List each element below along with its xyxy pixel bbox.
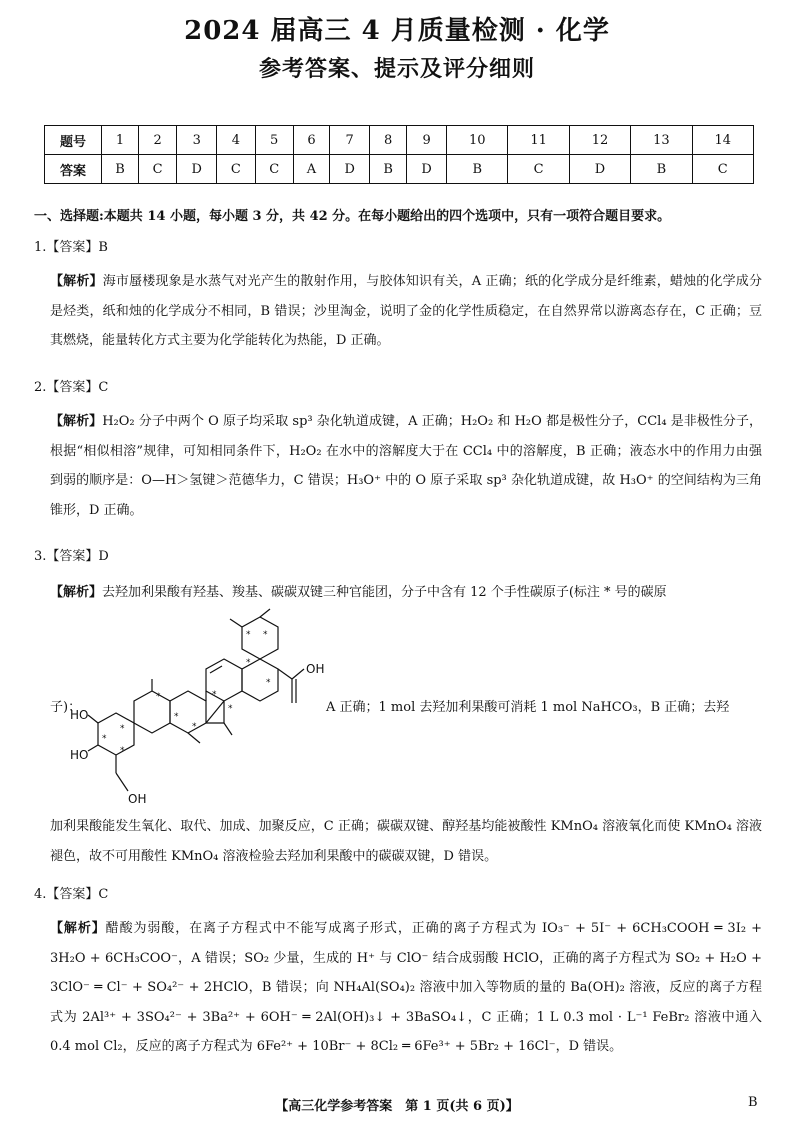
question-number: 12 <box>569 126 630 155</box>
question-number: 2 <box>138 126 176 155</box>
question-number: 4 <box>217 126 255 155</box>
question-number: 5 <box>255 126 293 155</box>
question-number: 1 <box>102 126 139 155</box>
q1-answer-head: 1.【答案】B <box>34 240 108 255</box>
question-number: 9 <box>407 126 447 155</box>
answer-cell: B <box>631 155 692 184</box>
q3-explanation-label: 【解析】 <box>50 585 103 600</box>
question-number: 13 <box>631 126 692 155</box>
answer-cell: D <box>177 155 217 184</box>
q3-explanation-text-a: 去羟加利果酸有羟基、羧基、碳碳双键三种官能团，分子中含有 12 个手性碳原子(标注 * 号的碳原 <box>102 585 667 600</box>
q3-explanation-line1 <box>50 578 762 608</box>
q2-explanation-text: H₂O₂ 分子中两个 O 原子均采取 sp³ 杂化轨道成键，A 正确；H₂O₂ 和 H₂O 都是极性分子，CCl₄ 是非极性分子，根据“相似相溶”规律，可知相同条件下，H₂O₂ 在水中的溶解度大于在 CCl₄ 中的溶解度，B 正确；液态水中的作用力由强到弱的顺序是：O—H＞氢键＞范德华力，C 错误；H₃O⁺ 中的 O 原子采取 sp³ 杂化轨道成键，故 H₃O⁺ 的空间结构为三角锥形，D 正确。 <box>50 414 762 518</box>
answer-table-answer-row <box>45 155 754 184</box>
answer-cell: B <box>447 155 508 184</box>
answer-table-number-row <box>45 126 754 155</box>
question-number: 14 <box>692 126 753 155</box>
answer-cell: C <box>138 155 176 184</box>
q4-explanation-text: 醋酸为弱酸，在离子方程式中不能写成离子形式，正确的离子方程式为 IO₃⁻ + 5I⁻ + 6CH₃COOH ═ 3I₂ + 3H₂O + 6CH₃COO⁻，A 错误；SO₂ 少量，生成的 H⁺ 与 ClO⁻ 结合成弱酸 HClO，正确的离子方程式为 SO₂ + H₂O + 3ClO⁻ ═ Cl⁻ + SO₄²⁻ + 2HClO，B 错误；向 NH₄Al(SO₄)₂ 溶液中加入等物质的量的 Ba(OH)₂ 溶液，反应的离子方程式为 2Al³⁺ + 3SO₄²⁻ + 3Ba²⁺ + 6OH⁻ ═ 2Al(OH)₃↓ + 3BaSO₄↓，C 正确；1 L 0.3 mol · L⁻¹ FeBr₂ 溶液中通入 0.4 mol Cl₂，反应的离子方程式为 6Fe²⁺ + 10Br⁻ + 8Cl₂ ═ 6Fe³⁺ + 5Br₂ + 16Cl⁻，D 错误。 <box>50 921 762 1054</box>
chiral-star: * <box>263 630 268 640</box>
answer-cell: C <box>255 155 293 184</box>
q1-explanation <box>50 267 762 356</box>
q3-answer-head: 3.【答案】D <box>34 549 109 564</box>
page-subtitle: 参考答案、提示及评分细则 <box>258 56 535 82</box>
page-footer: 【高三化学参考答案 第 1 页(共 6 页)】 <box>275 1099 519 1114</box>
q2-explanation-label: 【解析】 <box>50 414 103 429</box>
chiral-star: * <box>212 690 217 700</box>
chiral-star: * <box>246 658 251 668</box>
q4-answer-head: 4.【答案】C <box>34 887 109 902</box>
section-heading: 一、选择题:本题共 14 小题，每小题 3 分，共 42 分。在每小题给出的四个选项中，只有一项符合题目要求。 <box>34 209 671 224</box>
question-number: 10 <box>447 126 508 155</box>
chiral-star: * <box>174 712 179 722</box>
q1-explanation-text: 海市蜃楼现象是水蒸气对光产生的散射作用，与胶体知识有关，A 正确；纸的化学成分是纤维素，蜡烛的化学成分是烃类，纸和烛的化学成分不相同，B 错误；沙里淘金，说明了金的化学性质稳定，在自然界常以游离态存在，C 正确；豆萁燃烧，能量转化方式主要为化学能转化为热能，D 正确。 <box>50 274 762 348</box>
mol-label-ch2oh: OH <box>128 792 147 806</box>
answer-cell: C <box>217 155 255 184</box>
mol-label-ho-1: HO <box>70 708 89 722</box>
q2-answer-head: 2.【答案】C <box>34 380 109 395</box>
page-title: 2024 届高三 4 月质量检测 · 化学 <box>184 16 610 46</box>
q1-explanation-label: 【解析】 <box>50 274 103 289</box>
row-label-answer: 答案 <box>45 155 102 184</box>
q3-explanation-text-c: A 正确；1 mol 去羟加利果酸可消耗 1 mol NaHCO₃，B 正确；去羟 <box>326 700 730 715</box>
question-number: 8 <box>370 126 407 155</box>
chiral-star: * <box>102 734 107 744</box>
chiral-star: * <box>266 678 271 688</box>
question-number: 6 <box>293 126 329 155</box>
chiral-star: * <box>192 722 197 732</box>
chiral-star: * <box>228 704 233 714</box>
answer-cell: D <box>407 155 447 184</box>
question-number: 3 <box>177 126 217 155</box>
paper-version: B <box>748 1095 758 1110</box>
q2-explanation <box>50 407 762 525</box>
answer-cell: D <box>330 155 370 184</box>
chiral-star: * <box>156 692 161 702</box>
answer-cell: A <box>293 155 329 184</box>
mol-label-cooh-oh: OH <box>306 662 325 676</box>
question-number: 11 <box>508 126 569 155</box>
answer-cell: B <box>102 155 139 184</box>
q3-explanation-text-b: 子)： <box>50 700 82 715</box>
q4-explanation <box>50 914 762 1062</box>
row-label-number: 题号 <box>45 126 102 155</box>
mol-label-ho-2: HO <box>70 748 89 762</box>
q4-explanation-label: 【解析】 <box>50 921 106 936</box>
q3-explanation-text-d: 加利果酸能发生氧化、取代、加成、加聚反应，C 正确；碳碳双键、醇羟基均能被酸性 KMnO₄ 溶液氧化而使 KMnO₄ 溶液褪色，故不可用酸性 KMnO₄ 溶液检验去羟加利果酸中的碳碳双键，D 错误。 <box>50 819 762 864</box>
chiral-star: * <box>120 746 125 756</box>
chiral-star: * <box>246 630 251 640</box>
question-number: 7 <box>330 126 370 155</box>
answer-cell: D <box>569 155 630 184</box>
chiral-star: * <box>120 724 125 734</box>
answer-cell: B <box>370 155 407 184</box>
answer-cell: C <box>692 155 753 184</box>
answer-cell: C <box>508 155 569 184</box>
answer-table <box>44 125 754 184</box>
molecule-structure <box>70 607 325 837</box>
